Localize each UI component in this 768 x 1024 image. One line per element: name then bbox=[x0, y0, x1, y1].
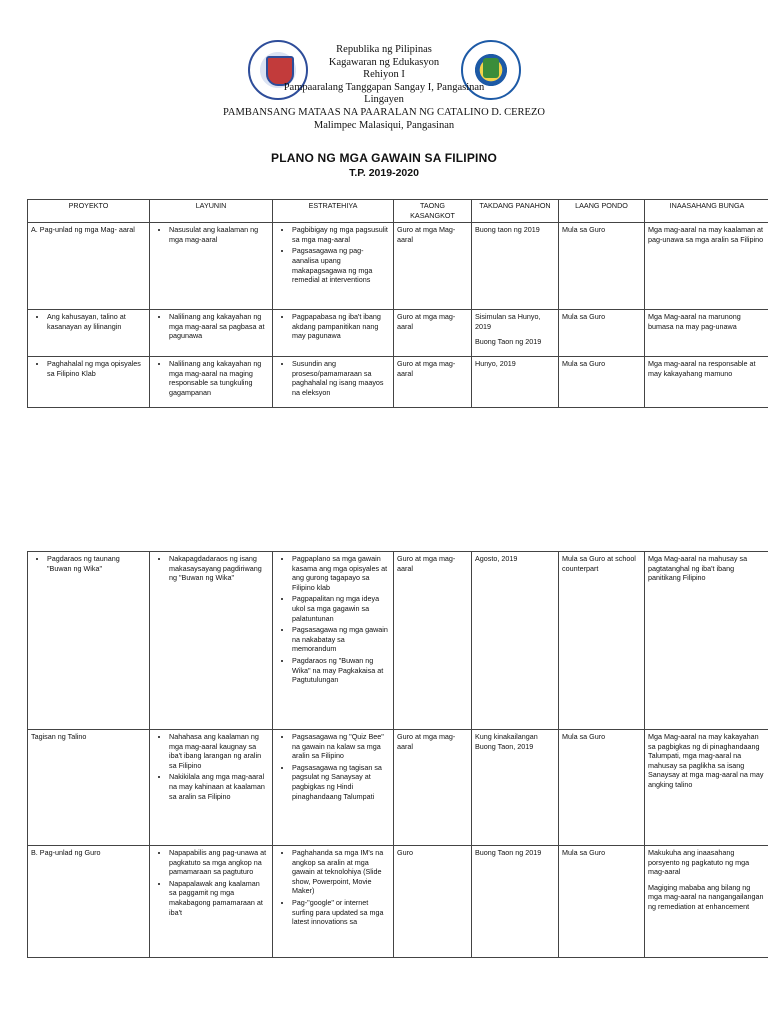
proyekto-item: • Paghahalal ng mga opisyales sa Filipino Klab bbox=[47, 359, 146, 378]
estratehiya-cell bbox=[273, 846, 394, 958]
takdang-panahon-text: Buong Taon ng 2019 bbox=[475, 337, 542, 347]
estratehiya-cell bbox=[273, 552, 394, 730]
laang-pondo-cell: Mula sa Guro bbox=[559, 223, 645, 310]
layunin-item: • Nalilinang ang kakayahan ng mga mag-aaral na maging responsable sa tungkuling gagampanan bbox=[169, 359, 269, 397]
proyekto-cell: B. Pag-unlad ng Guro bbox=[28, 846, 150, 958]
proyekto-item: • Pagdaraos ng taunang "Buwan ng Wika" bbox=[47, 554, 146, 573]
takdang-panahon-text: Kung kinakailangan Buong Taon, 2019 bbox=[475, 732, 538, 751]
layunin-list bbox=[153, 359, 269, 397]
inaasahang-bunga-cell bbox=[645, 846, 768, 958]
estratehiya-cell bbox=[273, 730, 394, 846]
inaasahang-bunga-cell bbox=[645, 310, 768, 357]
estratehiya-item: • Pagsasagawa ng mga gawain na nakabatay sa memorandum bbox=[292, 625, 390, 654]
takdang-panahon-text: Buong taon ng 2019 bbox=[475, 225, 540, 235]
estratehiya-list bbox=[276, 732, 390, 801]
takdang-panahon-text: Buong Taon ng 2019 bbox=[475, 848, 542, 857]
taong-kasangkot-cell: Guro at mga mag-aaral bbox=[394, 357, 472, 408]
takdang-panahon-cell bbox=[472, 730, 559, 846]
laang-pondo-cell: Mula sa Guro bbox=[559, 310, 645, 357]
estratehiya-item: • Susundin ang proseso/pamamaraan sa paghahalal ng isang maayos na eleksyon bbox=[292, 359, 390, 397]
document-header bbox=[0, 44, 768, 132]
document-title: PLANO NG MGA GAWAIN SA FILIPINO bbox=[271, 151, 497, 165]
laang-pondo-cell: Mula sa Guro bbox=[559, 846, 645, 958]
takdang-panahon-text: Sisimulan sa Hunyo, 2019 bbox=[475, 312, 541, 331]
estratehiya-item: • Pagsasagawa ng tagisan sa pagsulat ng Sanaysay at pagbigkas ng Hindi pinaghandaang Talumpati bbox=[292, 763, 390, 801]
table-row bbox=[28, 357, 768, 408]
table-row bbox=[28, 730, 768, 846]
proyekto-cell bbox=[28, 310, 150, 357]
school-year: T.P. 2019-2020 bbox=[349, 167, 419, 179]
layunin-cell bbox=[150, 730, 273, 846]
estratehiya-cell bbox=[273, 223, 394, 310]
taong-kasangkot-cell: Guro at mga mag-aaral bbox=[394, 310, 472, 357]
estratehiya-item: • Pagbibigay ng mga pagsusulit sa mga mag-aaral bbox=[292, 225, 390, 244]
layunin-item: • Napapalawak ang kaalaman sa paggamit ng mga makabagong pamamaraan at iba't bbox=[169, 879, 269, 917]
estratehiya-item: • Pagsasagawa ng pag-aanalisa upang makapagsagawa ng mga remedial at interventions bbox=[292, 246, 390, 284]
column-header: INAASAHANG BUNGA bbox=[645, 200, 768, 223]
layunin-cell bbox=[150, 310, 273, 357]
plan-table-1 bbox=[27, 199, 768, 408]
layunin-item: • Nalilinang ang kakayahan ng mga mag-aaral sa pagbasa at pagunawa bbox=[169, 312, 269, 341]
layunin-item: • Nakikilala ang mga mag-aaral na may kahinaan at kaalaman sa aralin sa Filipino bbox=[169, 772, 269, 801]
layunin-list bbox=[153, 732, 269, 801]
taong-kasangkot-cell: Guro at mga Mag-aaral bbox=[394, 223, 472, 310]
proyekto-cell bbox=[28, 552, 150, 730]
column-header: TAKDANG PANAHON bbox=[472, 200, 559, 223]
taong-kasangkot-cell: Guro at mga mag-aaral bbox=[394, 552, 472, 730]
estratehiya-list bbox=[276, 359, 390, 397]
inaasahang-bunga-cell bbox=[645, 223, 768, 310]
bunga-text: Mga Mag-aaral na marunong bumasa na may pag-unawa bbox=[648, 312, 741, 331]
estratehiya-item: • Pagpapabasa ng iba't ibang akdang pampanitikan nang may pagunawa bbox=[292, 312, 390, 341]
bunga-text: Mga Mag-aaral na mahusay sa pagtatanghal ng iba't ibang panitikang Filipino bbox=[648, 554, 748, 583]
proyekto-list bbox=[31, 554, 146, 573]
column-header: TAONG KASANGKOT bbox=[394, 200, 472, 223]
header-line: Republika ng Pilipinas bbox=[336, 44, 432, 55]
laang-pondo-cell: Mula sa Guro bbox=[559, 357, 645, 408]
school-name: PAMBANSANG MATAAS NA PAARALAN NG CATALINO D. CEREZO bbox=[223, 106, 545, 118]
layunin-list bbox=[153, 554, 269, 583]
layunin-item: • Napapabilis ang pag-unawa at pagkatuto sa mga angkop na pamamaraan sa pagtuturo bbox=[169, 848, 269, 877]
estratehiya-item: • Pagpaplano sa mga gawain kasama ang mga opisyales at ang gurong tagapayo sa Filipino klab bbox=[292, 554, 390, 592]
estratehiya-list bbox=[276, 554, 390, 685]
table-row bbox=[28, 310, 768, 357]
proyekto-cell: A. Pag-unlad ng mga Mag- aaral bbox=[28, 223, 150, 310]
bunga-text: Mga Mag-aaral na may kakayahan sa pagbigkas ng di pinaghandaang Talumpati, mga mag-aaral na mahusay sa paglikha sa isang Sanaysay at mga mag-aaral na may angking talino bbox=[648, 732, 764, 789]
column-header: LAYUNIN bbox=[150, 200, 273, 223]
estratehiya-item: • Pagsasagawa ng "Quiz Bee" na gawain na kalaw sa mga aralin sa Filipino bbox=[292, 732, 390, 761]
laang-pondo-cell: Mula sa Guro at school counterpart bbox=[559, 552, 645, 730]
layunin-cell bbox=[150, 357, 273, 408]
layunin-list bbox=[153, 312, 269, 341]
proyekto-item: • Ang kahusayan, talino at kasanayan ay lilinangin bbox=[47, 312, 146, 331]
proyekto-cell bbox=[28, 357, 150, 408]
table-header-row bbox=[28, 200, 768, 223]
header-line: Pampaaralang Tanggapan Sangay I, Pangasinan bbox=[283, 81, 485, 93]
taong-kasangkot-cell: Guro bbox=[394, 846, 472, 958]
estratehiya-cell bbox=[273, 357, 394, 408]
layunin-item: • Nahahasa ang kaalaman ng mga mag-aaral kaugnay sa iba't ibang larangan ng aralin sa Filipino bbox=[169, 732, 269, 770]
column-header: PROYEKTO bbox=[28, 200, 150, 223]
estratehiya-item: • Pagdaraos ng "Buwan ng Wika" na may Pagkakaisa at Pagtutulungan bbox=[292, 656, 390, 685]
bunga-text: Mga mag-aaral na responsable at may kakayahang mamuno bbox=[648, 359, 756, 378]
layunin-list bbox=[153, 848, 269, 917]
layunin-cell bbox=[150, 552, 273, 730]
header-line: Rehiyon I bbox=[363, 69, 405, 81]
inaasahang-bunga-cell bbox=[645, 730, 768, 846]
table-row bbox=[28, 846, 768, 958]
inaasahang-bunga-cell bbox=[645, 552, 768, 730]
bunga-text: Mga mag-aaral na may kaalaman at pag-unawa sa mga aralin sa Filipino bbox=[648, 225, 764, 244]
estratehiya-cell bbox=[273, 310, 394, 357]
inaasahang-bunga-cell bbox=[645, 357, 768, 408]
estratehiya-list bbox=[276, 312, 390, 341]
layunin-item: • Nasusulat ang kaalaman ng mga mag-aaral bbox=[169, 225, 269, 244]
proyekto-cell: Tagisan ng Talino bbox=[28, 730, 150, 846]
takdang-panahon-text: Agosto, 2019 bbox=[475, 554, 518, 563]
table-row bbox=[28, 552, 768, 730]
proyekto-list bbox=[31, 312, 146, 331]
plan-table-2 bbox=[27, 551, 768, 958]
taong-kasangkot-cell: Guro at mga mag-aaral bbox=[394, 730, 472, 846]
layunin-cell bbox=[150, 846, 273, 958]
takdang-panahon-text: Hunyo, 2019 bbox=[475, 359, 516, 369]
bunga-text: Magiging mababa ang bilang ng mga mag-aaral na nangangailangan ng remediation at enhancement bbox=[648, 882, 764, 911]
estratehiya-list bbox=[276, 848, 390, 927]
takdang-panahon-cell bbox=[472, 846, 559, 958]
proyekto-list bbox=[31, 359, 146, 378]
layunin-item: • Nakapagdadaraos ng isang makasaysayang pagdiriwang ng "Buwan ng Wika" bbox=[169, 554, 269, 583]
column-header: LAANG PONDO bbox=[559, 200, 645, 223]
bunga-text: Makukuha ang inaasahang porsyento ng pagkatuto ng mga mag-aaral bbox=[648, 848, 750, 877]
table-row bbox=[28, 223, 768, 310]
estratehiya-item: • Pagpapalitan ng mga ideya ukol sa mga gagawin sa palatuntunan bbox=[292, 594, 390, 623]
header-line: Lingayen bbox=[364, 94, 404, 106]
takdang-panahon-cell bbox=[472, 223, 559, 310]
column-header: ESTRATEHIYA bbox=[273, 200, 394, 223]
laang-pondo-cell: Mula sa Guro bbox=[559, 730, 645, 846]
layunin-list bbox=[153, 225, 269, 244]
header-line: Kagawaran ng Edukasyon bbox=[328, 56, 440, 68]
estratehiya-list bbox=[276, 225, 390, 285]
estratehiya-item: • Pag-"google" or internet surfing para updated sa mga latest innovations sa bbox=[292, 898, 390, 927]
school-address: Malimpec Malasiqui, Pangasinan bbox=[313, 119, 455, 131]
takdang-panahon-cell bbox=[472, 310, 559, 357]
layunin-cell bbox=[150, 223, 273, 310]
takdang-panahon-cell bbox=[472, 357, 559, 408]
takdang-panahon-cell bbox=[472, 552, 559, 730]
estratehiya-item: • Paghahanda sa mga IM's na angkop sa aralin at mga gawain at teknolohiya (Slide show, Powerpoint, Movie Maker) bbox=[292, 848, 390, 896]
